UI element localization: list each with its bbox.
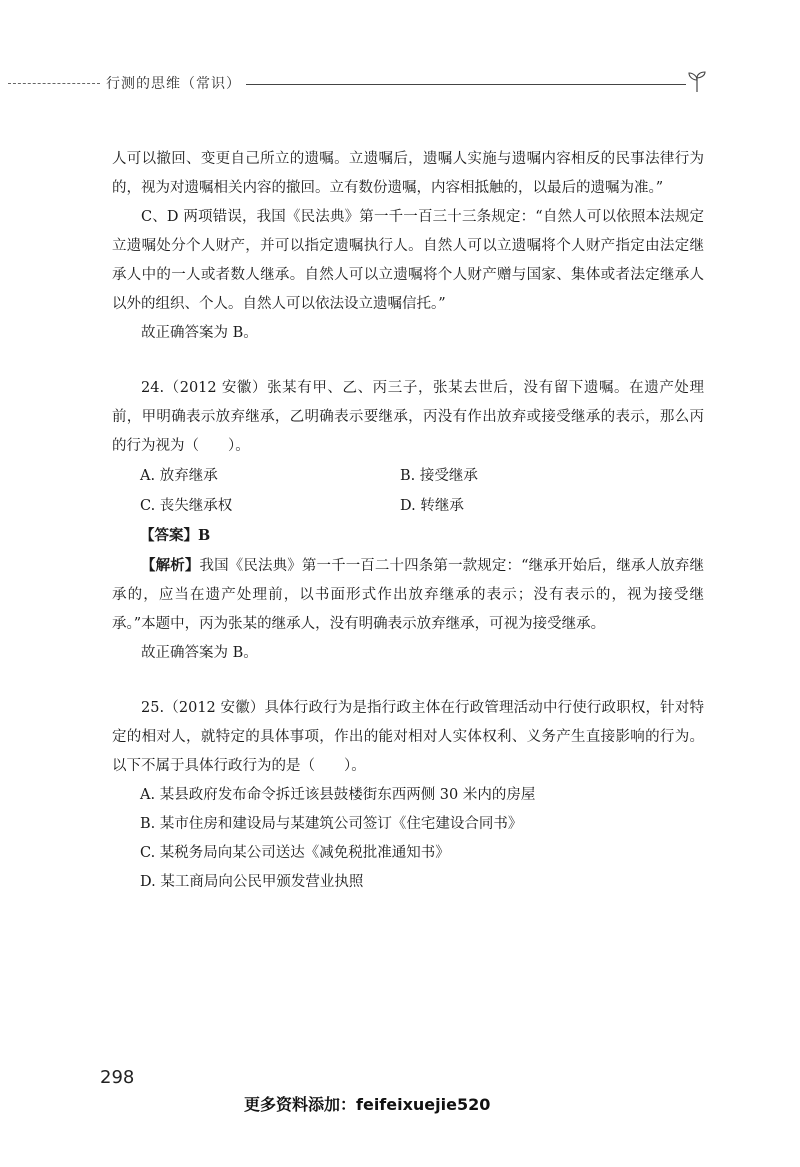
question-25-stem: 25.（2012 安徽）具体行政行为是指行政主体在行政管理活动中行使行政职权，针对特定的相对人，就特定的具体事项，作出的能对相对人实体权利、义务产生直接影响的行为。以下不属于具体行政行为的是（ ）。 <box>112 700 704 774</box>
running-header <box>0 70 800 100</box>
paragraph-cd-analysis: C、D 两项错误，我国《民法典》第一千一百三十三条规定：“自然人可以依照本法规定立遗嘱处分个人财产，并可以指定遗嘱执行人。自然人可以立遗嘱将个人财产指定由法定继承人中的一人或者数人继承。自然人可以立遗嘱将个人财产赠与国家、集体或者法定继承人以外的组织、个人。自然人可以依法设立遗嘱信托。” <box>112 209 704 312</box>
page-content <box>112 145 704 897</box>
header-title: 行测的思维（常识） <box>106 76 241 92</box>
option-c: C. 丧失继承权 <box>140 498 233 514</box>
paragraph-continued: 人可以撤回、变更自己所立的遗嘱。立遗嘱后，遗嘱人实施与遗嘱内容相反的民事法律行为的，视为对遗嘱相关内容的撤回。立有数份遗嘱，内容相抵触的，以最后的遗嘱为准。” <box>112 151 704 196</box>
option-b: B. 某市住房和建设局与某建筑公司签订《住宅建设合同书》 <box>140 816 523 832</box>
answer-value: B <box>198 527 211 544</box>
option-d: D. 某工商局向公民甲颁发营业执照 <box>140 874 364 890</box>
answer-line <box>140 521 704 551</box>
page-number: 298 <box>100 1067 135 1088</box>
conclusion-23: 故正确答案为 B。 <box>141 325 258 341</box>
answer-tag: 【答案】 <box>140 527 198 544</box>
option-a: A. 放弃继承 <box>140 468 218 484</box>
option-c: C. 某税务局向某公司送达《减免税批准通知书》 <box>140 845 450 861</box>
question-24-stem: 24.（2012 安徽）张某有甲、乙、丙三子，张某去世后，没有留下遗嘱。在遗产处理前，甲明确表示放弃继承，乙明确表示要继承，丙没有作出放弃或接受继承的表示，那么丙的行为视为（ ）。 <box>112 380 704 454</box>
analysis-24 <box>112 551 704 639</box>
analysis-text: 我国《民法典》第一千一百二十四条第一款规定：“继承开始后，继承人放弃继承的，应当在遗产处理前，以书面形式作出放弃继承的表示；没有表示的，视为接受继承。”本题中，丙为张某的继承人，没有明确表示放弃继承，可视为接受继承。 <box>112 558 704 632</box>
question-24-options <box>140 461 704 521</box>
option-a: A. 某县政府发布命令拆迁该县鼓楼街东西两侧 30 米内的房屋 <box>140 787 536 803</box>
footer-note: 更多资料添加：feifeixuejie520 <box>244 1095 491 1114</box>
header-rule <box>246 84 686 85</box>
option-b: B. 接受继承 <box>400 468 478 484</box>
conclusion-24: 故正确答案为 B。 <box>141 645 258 661</box>
option-d: D. 转继承 <box>400 498 464 514</box>
header-dashed-rule <box>8 83 100 84</box>
analysis-tag: 【解析】 <box>141 557 200 574</box>
question-25-options <box>140 781 704 897</box>
sprout-icon <box>684 68 710 94</box>
